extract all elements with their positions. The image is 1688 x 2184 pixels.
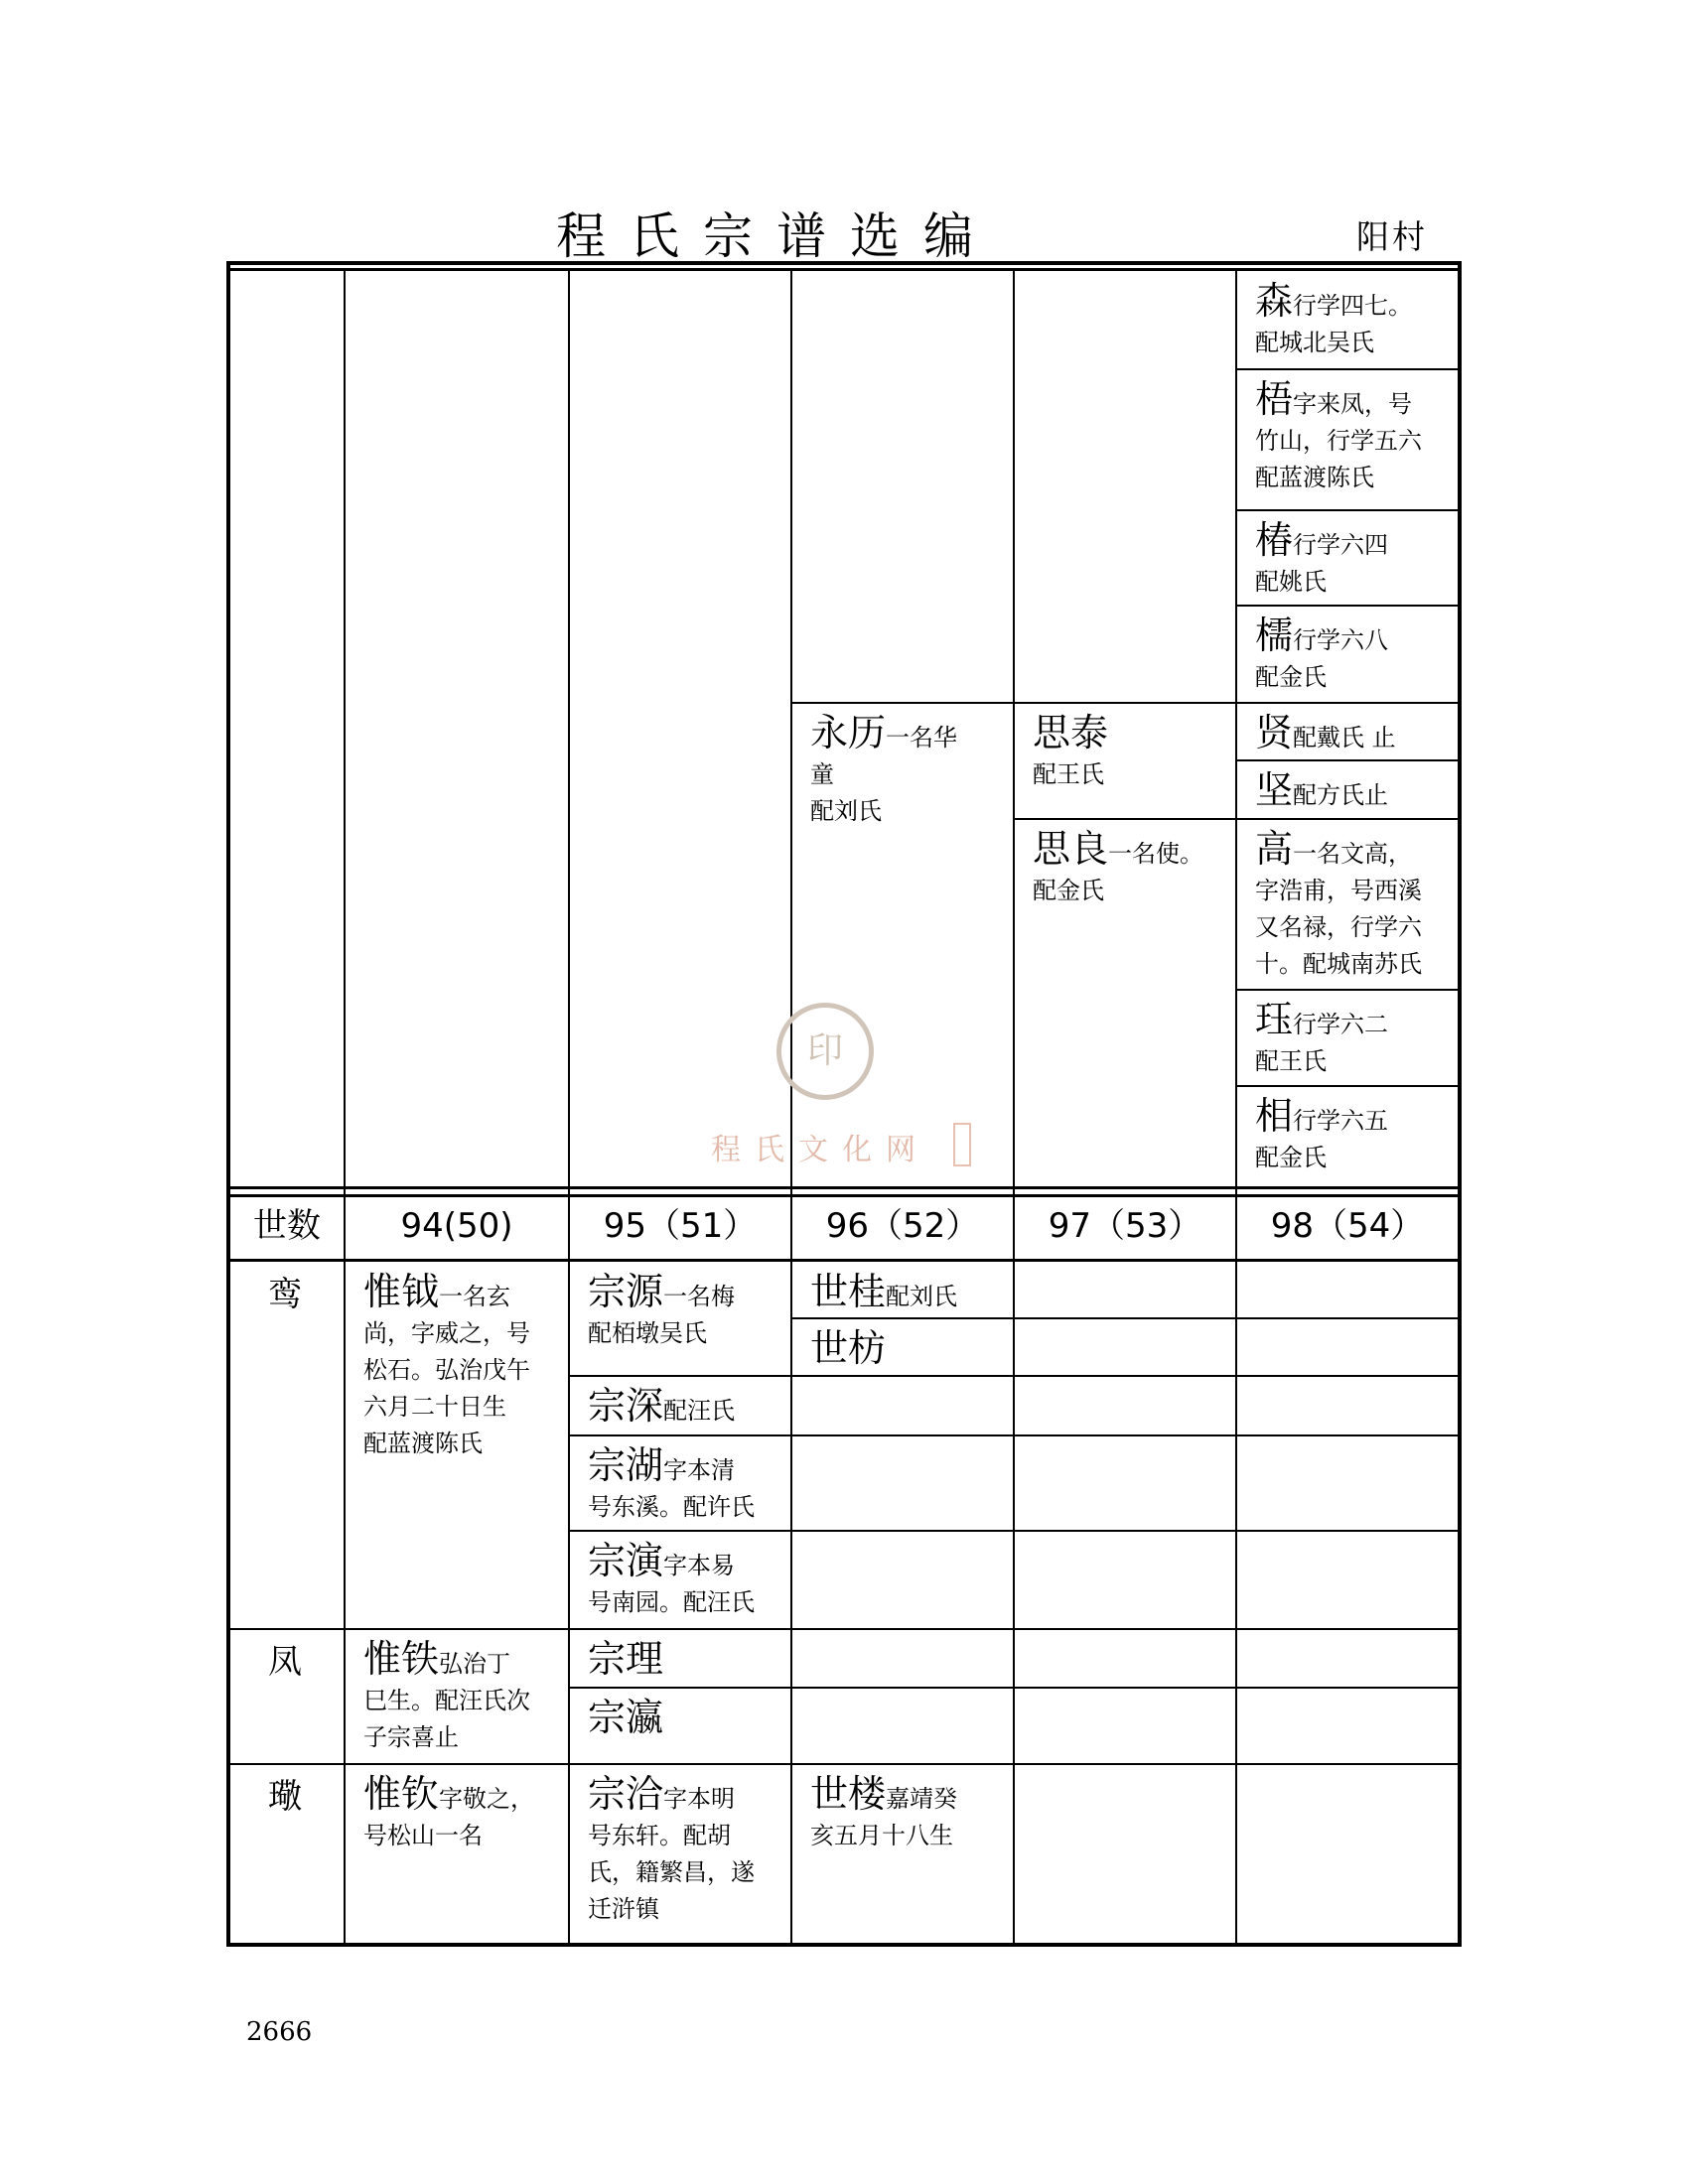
person-note: 号东溪。配许氏 [588, 1493, 755, 1521]
person-name: 惟铁 [363, 1637, 440, 1681]
person-note: 童 [810, 760, 834, 788]
person-name: 宗洽 [588, 1772, 664, 1816]
person-cell [346, 1263, 568, 1462]
person-name: 世桂 [810, 1270, 887, 1313]
person-note: 字浩甫，号西溪 [1255, 877, 1422, 904]
person-cell [1237, 761, 1458, 814]
person-note: 嘉靖癸 [886, 1785, 958, 1813]
person-note: 松石。弘治戊午 [363, 1356, 530, 1384]
person-name: 宗理 [588, 1637, 664, 1681]
person-note: 行学六八 [1293, 626, 1389, 654]
person-note: 号东轩。配胡 [588, 1822, 731, 1849]
generation-98: 98（54） [1270, 1206, 1425, 1246]
person-note: 字本明 [663, 1785, 736, 1813]
person-cell [792, 1319, 1013, 1372]
person-note: 配戴氏 止 [1293, 724, 1396, 751]
person-note: 一名使。 [1108, 840, 1204, 868]
person-note: 配蓝渡陈氏 [363, 1430, 483, 1457]
person-cell [1237, 607, 1458, 696]
person-cell [1237, 272, 1458, 361]
person-note: 字本清 [663, 1456, 736, 1484]
person-cell [792, 704, 1013, 830]
person-note: 弘治丁 [439, 1650, 511, 1678]
person-note: 字来凤，号 [1293, 390, 1413, 418]
person-note: 一名华 [886, 724, 958, 751]
person-note: 巳生。配汪氏次 [363, 1687, 530, 1714]
branch-label: 璥 [268, 1777, 302, 1817]
person-note: 六月二十日生 [363, 1393, 506, 1421]
person-note: 配汪氏 [663, 1397, 736, 1425]
person-note: 行学六四 [1293, 531, 1389, 559]
person-note: 配金氏 [1255, 663, 1327, 691]
person-note: 配方氏止 [1293, 781, 1389, 809]
generation-band-bottom [230, 1259, 1458, 1262]
watermark-stamp-icon [953, 1123, 971, 1166]
person-cell [570, 1377, 790, 1430]
page-number: 2666 [246, 2017, 313, 2047]
person-name: 世楼 [810, 1772, 887, 1816]
page-title: 程氏宗谱选编 [556, 207, 997, 265]
person-name: 惟钺 [363, 1270, 440, 1313]
person-name: 高 [1255, 827, 1294, 871]
person-name: 森 [1255, 279, 1294, 323]
person-note: 配蓝渡陈氏 [1255, 464, 1374, 491]
person-name: 宗湖 [588, 1443, 664, 1487]
person-note: 行学六二 [1293, 1011, 1389, 1038]
person-note: 一名文高， [1293, 840, 1413, 868]
person-name: 思良 [1033, 827, 1109, 871]
person-name: 梧 [1255, 377, 1294, 421]
person-note: 配金氏 [1255, 1144, 1327, 1171]
person-cell [1237, 820, 1458, 983]
person-note: 配王氏 [1033, 760, 1104, 788]
person-note: 行学四七。 [1293, 292, 1413, 320]
person-cell [1237, 991, 1458, 1080]
person-note: 号松山一名 [363, 1822, 483, 1849]
person-note: 配刘氏 [810, 797, 882, 825]
person-name: 宗源 [588, 1270, 664, 1313]
col-divider-3 [790, 270, 792, 1943]
person-name: 檽 [1255, 614, 1294, 657]
person-note: 配栢墩吴氏 [588, 1319, 707, 1347]
generation-94: 94(50) [400, 1206, 513, 1246]
person-note: 配金氏 [1033, 877, 1104, 904]
generation-band-top [230, 1186, 1458, 1189]
generation-95: 95（51） [603, 1206, 758, 1246]
person-cell [570, 1765, 790, 1928]
person-note: 十。配城南苏氏 [1255, 950, 1422, 978]
person-name: 世枋 [810, 1326, 887, 1370]
person-cell [1237, 704, 1458, 756]
person-cell [570, 1532, 790, 1621]
person-name: 坚 [1255, 768, 1294, 812]
person-cell [1237, 370, 1458, 496]
generation-96: 96（52） [825, 1206, 980, 1246]
person-cell [792, 1765, 1013, 1854]
person-note: 一名玄 [439, 1283, 511, 1310]
person-name: 思泰 [1033, 711, 1109, 754]
person-note: 又名禄，行学六 [1255, 913, 1422, 941]
person-note: 迁浒镇 [588, 1895, 659, 1923]
person-name: 珏 [1255, 998, 1294, 1041]
person-name: 惟钦 [363, 1772, 440, 1816]
person-note: 配姚氏 [1255, 568, 1327, 596]
person-cell [570, 1436, 790, 1526]
person-name: 永历 [810, 711, 887, 754]
person-cell [346, 1630, 568, 1756]
seal-glyph-icon: 印 [806, 1030, 843, 1071]
person-note: 字敬之， [439, 1785, 535, 1813]
person-cell [1237, 511, 1458, 601]
person-name: 宗深 [588, 1384, 664, 1428]
person-note: 氏，籍繁昌，遂 [588, 1858, 755, 1886]
person-note: 号南园。配汪氏 [588, 1588, 755, 1616]
generation-label: 世数 [253, 1206, 321, 1246]
person-cell [570, 1263, 790, 1352]
generation-97: 97（53） [1048, 1206, 1202, 1246]
person-name: 宗演 [588, 1539, 664, 1582]
person-note: 亥五月十八生 [810, 1822, 953, 1849]
watermark-seal [776, 1003, 874, 1100]
person-cell [346, 1765, 568, 1854]
person-note: 竹山，行学五六 [1255, 427, 1422, 455]
person-cell [792, 1263, 1013, 1315]
person-cell [1015, 704, 1235, 793]
person-note: 配刘氏 [886, 1283, 958, 1310]
person-note: 尚，字威之，号 [363, 1319, 530, 1347]
person-name: 宗瀛 [588, 1696, 664, 1739]
branch-label: 凤 [268, 1642, 302, 1682]
watermark-text: 程氏文化网 [711, 1133, 929, 1167]
person-note: 一名梅 [663, 1283, 736, 1310]
branch-label: 鸾 [268, 1275, 302, 1314]
person-name: 贤 [1255, 711, 1294, 754]
person-cell [570, 1689, 790, 1741]
person-cell [570, 1630, 790, 1683]
person-note: 行学六五 [1293, 1107, 1389, 1135]
village-name: 阳村 [1356, 217, 1428, 256]
person-cell [1015, 820, 1235, 909]
col-divider-4 [1013, 270, 1015, 1943]
person-note: 字本易 [663, 1552, 736, 1579]
person-name: 椿 [1255, 518, 1294, 562]
person-note: 配城北吴氏 [1255, 329, 1374, 356]
person-note: 子宗喜止 [363, 1723, 459, 1751]
person-name: 相 [1255, 1094, 1294, 1138]
person-note: 配王氏 [1255, 1047, 1327, 1075]
inner-top-line [230, 268, 1458, 271]
person-cell [1237, 1087, 1458, 1176]
